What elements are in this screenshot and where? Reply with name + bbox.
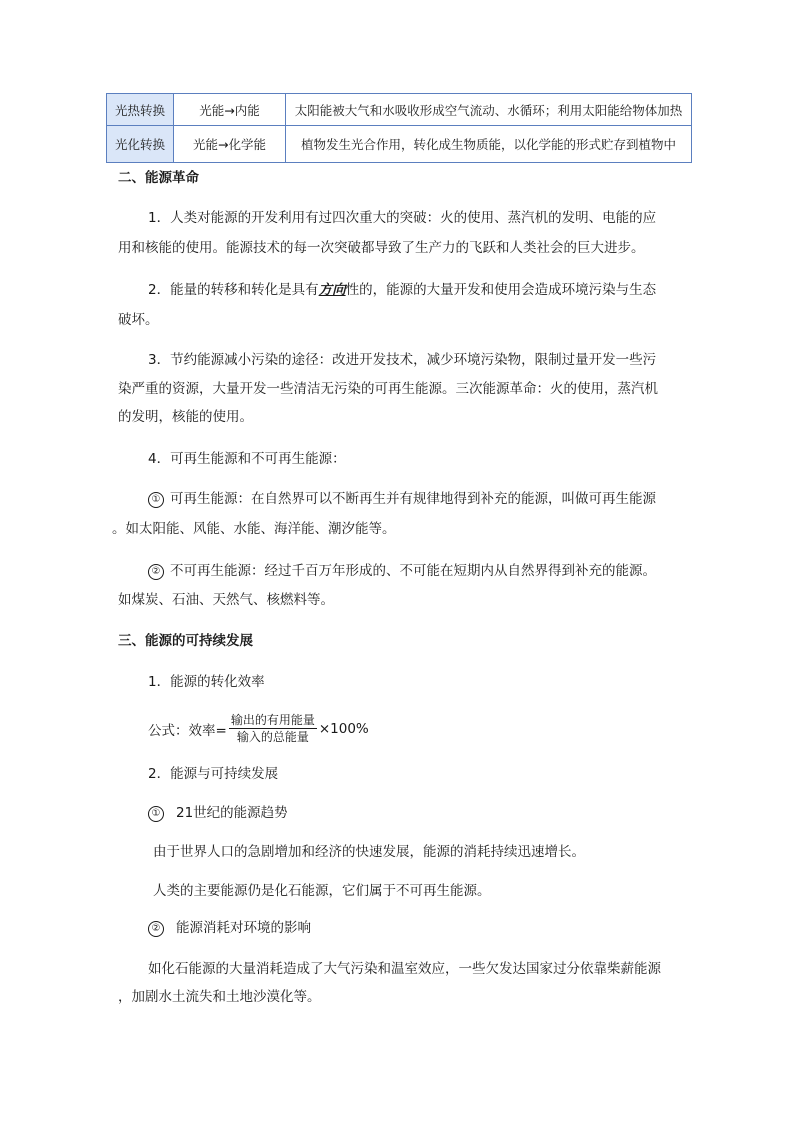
description-cell: 植物发生光合作用，转化成生物质能，以化学能的形式贮存到植物中 bbox=[286, 126, 692, 163]
paragraph-line: 1．人类对能源的开发利用有过四次重大的突破：火的使用、蒸汽机的发明、电能的应 bbox=[148, 210, 657, 226]
conversion-type-cell: 光热转换 bbox=[107, 94, 174, 126]
paragraph-line: 破坏。 bbox=[118, 312, 159, 328]
list-item-text: 21世纪的能源趋势 bbox=[176, 805, 288, 821]
list-item bbox=[148, 489, 656, 509]
list-item bbox=[148, 918, 311, 938]
list-item bbox=[148, 803, 288, 823]
paragraph-line: 1．能源的转化效率 bbox=[148, 674, 265, 690]
conversion-cell: 光能→化学能 bbox=[174, 126, 286, 163]
circled-number: ② bbox=[148, 921, 164, 937]
efficiency-formula bbox=[148, 712, 369, 745]
paragraph-line: 染严重的资源，大量开发一些清洁无污染的可再生能源。三次能源革命：火的使用，蒸汽机 bbox=[118, 381, 658, 397]
list-item-text: 可再生能源：在自然界可以不断再生并有规律地得到补充的能源，叫做可再生能源 bbox=[170, 491, 656, 507]
paragraph-line: 用和核能的使用。能源技术的每一次突破都导致了生产力的飞跃和人类社会的巨大进步。 bbox=[118, 240, 645, 256]
list-item bbox=[148, 561, 656, 581]
paragraph-line: 人类的主要能源仍是化石能源，它们属于不可再生能源。 bbox=[153, 883, 491, 899]
paragraph-line: 的发明，核能的使用。 bbox=[118, 409, 253, 425]
formula-numerator: 输出的有用能量 bbox=[230, 713, 315, 727]
description-cell: 太阳能被大气和水吸收形成空气流动、水循环；利用太阳能给物体加热 bbox=[286, 94, 692, 126]
table-row bbox=[107, 126, 692, 163]
formula-prefix: 公式：效率= bbox=[148, 722, 227, 739]
section-heading: 二、能源革命 bbox=[118, 170, 199, 186]
formula-denominator: 输入的总能量 bbox=[236, 730, 309, 744]
paragraph-line: 4．可再生能源和不可再生能源： bbox=[148, 451, 346, 467]
paragraph-text: 2．能量的转移和转化是具有 bbox=[148, 282, 319, 298]
paragraph-text: 性的，能源的大量开发和使用会造成环境污染与生态 bbox=[345, 282, 657, 298]
list-item-text: 能源消耗对环境的影响 bbox=[176, 920, 311, 936]
paragraph-line: 如化石能源的大量消耗造成了大气污染和温室效应，一些欠发达国家过分依靠柴薪能源 bbox=[148, 961, 661, 977]
paragraph-line bbox=[148, 280, 656, 300]
circled-number: ① bbox=[148, 806, 164, 822]
conversion-cell: 光能→内能 bbox=[174, 94, 286, 126]
formula-suffix: ×100% bbox=[318, 720, 369, 737]
section-heading: 三、能源的可持续发展 bbox=[118, 633, 253, 649]
paragraph-line: 。如太阳能、风能、水能、海洋能、潮汐能等。 bbox=[112, 521, 396, 537]
energy-conversion-table bbox=[106, 93, 692, 163]
circled-number: ① bbox=[148, 492, 164, 508]
paragraph-line: 3．节约能源减小污染的途径：改进开发技术，减少环境污染物，限制过量开发一些污 bbox=[148, 352, 657, 368]
paragraph-line: ，加剧水土流失和土地沙漠化等。 bbox=[118, 989, 321, 1005]
circled-number: ② bbox=[148, 564, 164, 580]
paragraph-line: 如煤炭、石油、天然气、核燃料等。 bbox=[118, 592, 334, 608]
paragraph-line: 2．能源与可持续发展 bbox=[148, 766, 279, 782]
paragraph-line: 由于世界人口的急剧增加和经济的快速发展，能源的消耗持续迅速增长。 bbox=[153, 844, 585, 860]
conversion-type-cell: 光化转换 bbox=[107, 126, 174, 163]
formula-fraction bbox=[229, 712, 317, 745]
table-row bbox=[107, 94, 692, 126]
list-item-text: 不可再生能源：经过千百万年形成的、不可能在短期内从自然界得到补充的能源。 bbox=[170, 563, 656, 579]
emphasized-word: 方向 bbox=[318, 282, 346, 298]
